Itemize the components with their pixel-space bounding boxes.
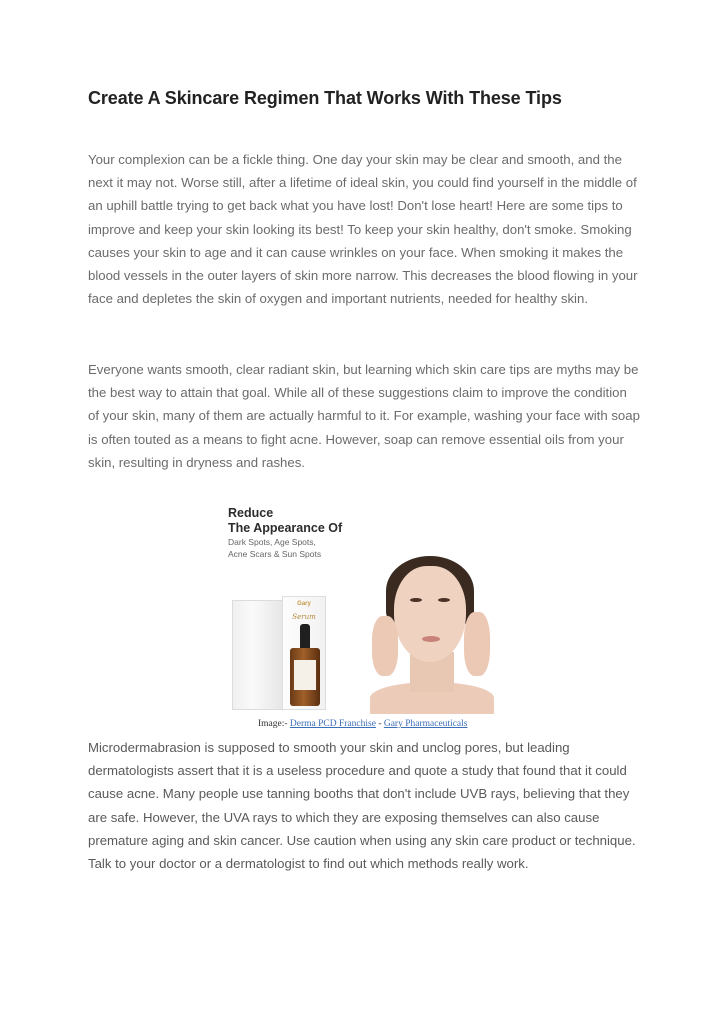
box-script-label: Serum [292, 613, 316, 621]
advert-headline-line-2: The Appearance Of [228, 521, 343, 535]
paragraph-1: Your complexion can be a fickle thing. One day your skin may be clear and smooth, and the next it may not. Worse still, after a lifetime of ideal skin, you could find yourself in the middle of an uphill battle trying to get back what you have lost! Don't lose heart! Here are some tips to improve and keep your skin looking its best! To keep your skin healthy, don't smoke. Smoking causes your skin to age and it can cause wrinkles on your face. When smoking it makes the blood vessels in the outer layers of skin more narrow. This decreases the blood flowing in your face and depletes the skin of oxygen and important nutrients, needed for healthy skin. [88, 152, 638, 307]
caption-link-gary-pharma[interactable]: Gary Pharmaceuticals [383, 719, 468, 729]
model-portrait [370, 556, 494, 714]
paragraph-2: Everyone wants smooth, clear radiant skin, but learning which skin care tips are myths may be the best way to attain that goal. While all of these suggestions claim to improve the condition of your skin, many of them are actually harmful to it. For example, washing your face with soap is often touted as a means to fight acne. However, soap can remove essential oils from your skin, resulting in dryness and rashes. [88, 362, 640, 470]
caption-prefix: Image:- [258, 719, 288, 729]
model-lips [422, 636, 440, 642]
dropper-cap [300, 624, 310, 650]
model-face [394, 566, 466, 662]
product-box-side [232, 600, 284, 710]
image-caption [258, 719, 467, 729]
caption-link-derma-pcd[interactable]: Derma PCD Franchise [289, 719, 376, 729]
advert-sub-line-1: Dark Spots, Age Spots, [228, 537, 316, 547]
advert-headline [228, 506, 342, 536]
article-title: Create A Skincare Regimen That Works With These Tips [88, 88, 562, 108]
caption-separator: - [378, 719, 382, 729]
advert-subheading [228, 536, 321, 560]
serum-bottle [290, 648, 320, 706]
bottle-label [294, 660, 316, 690]
advert-sub-line-2: Acne Scars & Sun Spots [228, 549, 322, 559]
box-brand-label: Gary [297, 601, 311, 607]
product-advert-image [224, 496, 496, 714]
paragraph-3: Microdermabrasion is supposed to smooth your skin and unclog pores, but leading dermatologists assert that it is a useless procedure and quote a study that found that it could cause acne. Many people use tanning booths that don't include UVB rays, believing that they are safe. However, the UVA rays to which they are exposing themselves can also cause premature aging and skin cancer. Use caution when using any skin care product or technique. Talk to your doctor or a dermatologist to find out which methods really work. [88, 740, 636, 872]
model-eye-right [438, 598, 450, 602]
advert-headline-line-1: Reduce [228, 506, 274, 520]
model-hand-right [464, 612, 490, 676]
model-eye-left [410, 598, 422, 602]
model-hand-left [372, 616, 398, 676]
